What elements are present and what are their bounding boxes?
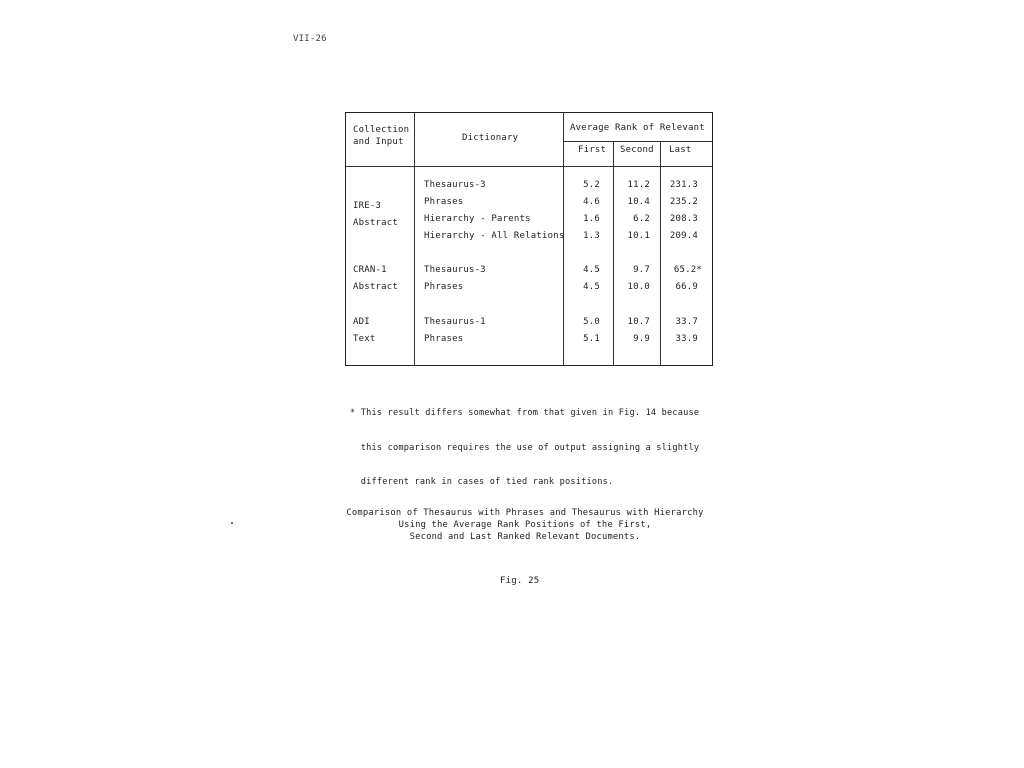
dictionary-cell: Hierarchy - All Relations xyxy=(424,231,565,241)
last-rank-cell: 65.2* xyxy=(673,265,702,275)
second-rank-cell: 6.2 xyxy=(633,214,650,224)
dictionary-cell: Phrases xyxy=(424,282,464,292)
first-rank-cell: 1.3 xyxy=(583,231,600,241)
column-divider xyxy=(613,141,614,365)
first-rank-cell: 5.1 xyxy=(583,334,600,344)
page-number: VII-26 xyxy=(293,34,327,44)
caption-line: Comparison of Thesaurus with Phrases and Thesaurus with Hierarchy xyxy=(346,508,704,518)
first-rank-cell: 4.5 xyxy=(583,265,600,275)
second-rank-cell: 10.7 xyxy=(627,317,650,327)
first-rank-cell: 5.0 xyxy=(583,317,600,327)
header-second: Second xyxy=(620,145,654,155)
footnote-line: this comparison requires the use of output assigning a slightly xyxy=(350,442,700,453)
second-rank-cell: 11.2 xyxy=(627,180,650,190)
second-rank-cell: 9.9 xyxy=(633,334,650,344)
footnote-line: * This result differs somewhat from that given in Fig. 14 because xyxy=(350,408,700,418)
caption-line: Using the Average Rank Positions of the First, xyxy=(398,520,652,530)
header-rule xyxy=(346,166,712,167)
first-rank-cell: 4.5 xyxy=(583,282,600,292)
second-rank-cell: 10.4 xyxy=(627,197,650,207)
figure-caption xyxy=(330,507,720,543)
collection-label-line2: Abstract xyxy=(353,218,398,228)
dictionary-cell: Thesaurus-1 xyxy=(424,317,486,327)
header-average-rank: Average Rank of Relevant xyxy=(570,123,705,133)
last-rank-cell: 235.2 xyxy=(669,197,698,207)
last-rank-cell: 33.9 xyxy=(675,334,698,344)
column-divider xyxy=(414,113,415,365)
last-rank-cell: 33.7 xyxy=(675,317,698,327)
collection-label-line1: IRE-3 xyxy=(353,201,382,211)
column-divider xyxy=(660,141,661,365)
dictionary-cell: Thesaurus-3 xyxy=(424,265,486,275)
header-first: First xyxy=(578,145,607,155)
header-collection xyxy=(353,124,409,148)
first-rank-cell: 5.2 xyxy=(583,180,600,190)
dictionary-cell: Phrases xyxy=(424,334,464,344)
dictionary-cell: Phrases xyxy=(424,197,464,207)
dictionary-cell: Thesaurus-3 xyxy=(424,180,486,190)
results-table xyxy=(345,112,713,366)
last-rank-cell: 66.9 xyxy=(675,282,698,292)
collection-label-line1: CRAN-1 xyxy=(353,265,387,275)
collection-label-line2: Abstract xyxy=(353,282,398,292)
collection-label-line2: Text xyxy=(353,334,376,344)
scan-speck xyxy=(231,522,233,524)
last-rank-cell: 231.3 xyxy=(669,180,698,190)
collection-label-line1: ADI xyxy=(353,317,370,327)
second-rank-cell: 9.7 xyxy=(633,265,650,275)
last-rank-cell: 208.3 xyxy=(669,214,698,224)
header-last: Last xyxy=(669,145,692,155)
header-subrule xyxy=(563,141,712,142)
footnote xyxy=(350,385,720,500)
footnote-line: different rank in cases of tied rank positions. xyxy=(350,477,614,487)
second-rank-cell: 10.1 xyxy=(627,231,650,241)
caption-line: Second and Last Ranked Relevant Documents. xyxy=(409,532,641,542)
dictionary-cell: Hierarchy - Parents xyxy=(424,214,531,224)
figure-label: Fig. 25 xyxy=(500,576,540,586)
second-rank-cell: 10.0 xyxy=(627,282,650,292)
first-rank-cell: 1.6 xyxy=(583,214,600,224)
header-collection-line2: and Input xyxy=(353,137,404,147)
header-dictionary: Dictionary xyxy=(462,133,519,143)
last-rank-cell: 209.4 xyxy=(669,231,698,241)
header-collection-line1: Collection xyxy=(353,125,410,135)
first-rank-cell: 4.6 xyxy=(583,197,600,207)
